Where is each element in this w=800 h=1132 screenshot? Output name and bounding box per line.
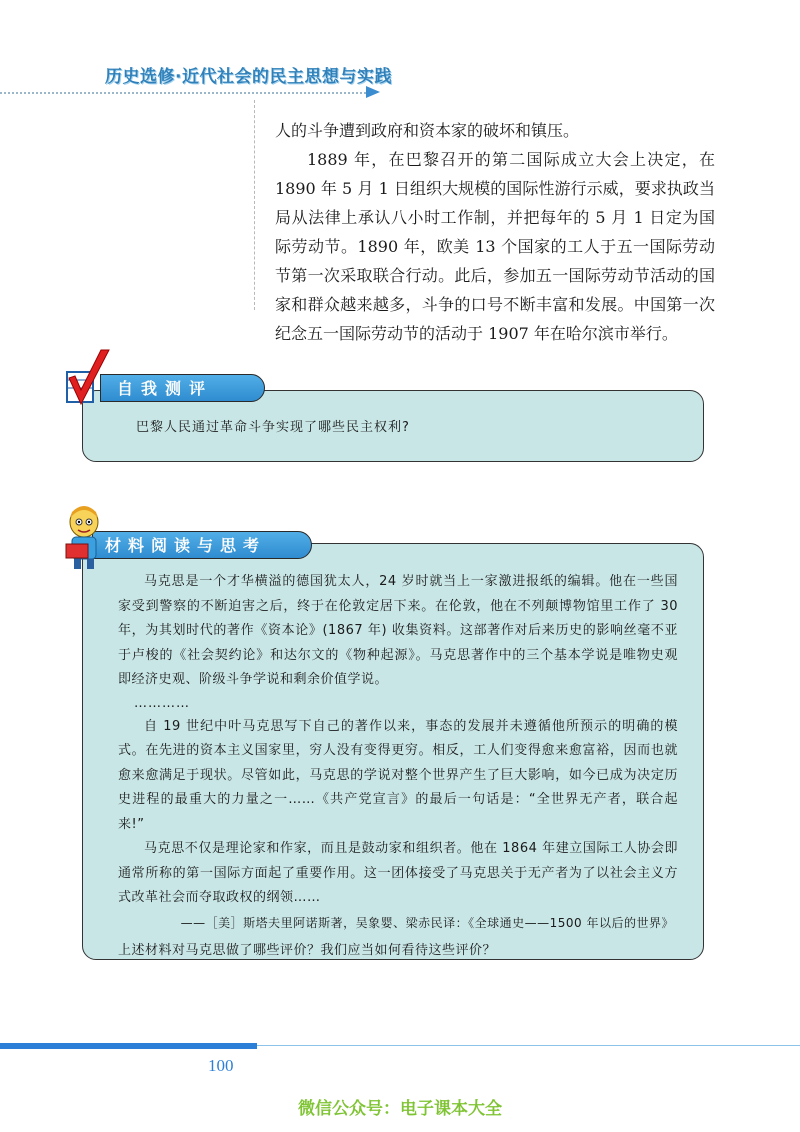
reading-ellipsis: …………: [134, 695, 190, 711]
reading-title: 材料阅读与思考: [92, 531, 312, 559]
self-eval-title: 自我测评: [100, 374, 265, 402]
watermark-text: 微信公众号：电子课本大全: [298, 1099, 502, 1119]
checkmark-icon: [63, 346, 113, 412]
main-text: [275, 116, 715, 348]
reading-paragraph: 马克思是一个才华横溢的德国犹太人，24 岁时就当上一家激进报纸的编辑。他在一些国家受到警察的不断迫害之后，终于在伦敦定居下来。在伦敦，他在不列颠博物馆里工作了 30 年，为其划时代的著作《资本论》(1867 年) 收集资料。这部著作对后来历史的影响丝毫不亚于卢梭的《社会契约论》和达尔文的《物种起源》。马克思著作中的三个基本学说是唯物史观即经济史观、阶级斗争学说和剩余价值学说。: [118, 574, 678, 687]
reading-question: 上述材料对马克思做了哪些评价？我们应当如何看待这些评价？: [118, 943, 497, 958]
footer-bar: [0, 1043, 257, 1049]
page-number: 100: [208, 1056, 234, 1075]
reading-paragraph: 马克思不仅是理论家和作家，而且是鼓动家和组织者。他在 1864 年建立国际工人协会即通常所称的第一国际方面起了重要作用。这一团体接受了马克思关于无产者为了以社会主义方式改革社会而夺取政权的纲领……: [118, 841, 678, 905]
main-paragraph: 1889 年，在巴黎召开的第二国际成立大会上决定，在 1890 年 5 月 1 日组织大规模的国际性游行示威，要求执政当局从法律上承认八小时工作制，并把每年的 5 月 1 日定为国际劳动节。1890 年，欧美 13 个国家的工人于五一国际劳动节第一次采取联合行动。此后，参加五一国际劳动节活动的国家和群众越来越多，斗争的口号不断丰富和发展。中国第一次纪念五一国际劳动节的活动于 1907 年在哈尔滨市举行。: [275, 150, 715, 343]
reading-paragraph: 自 19 世纪中叶马克思写下自己的著作以来，事态的发展并未遵循他所预示的明确的模式。在先进的资本主义国家里，穷人没有变得更穷。相反，工人们变得愈来愈富裕，因而也就愈来愈满足于现状。尽管如此，马克思的学说对整个世界产生了巨大影响，如今已成为决定历史进程的最重大的力量之一……《共产党宣言》的最后一句话是：“全世界无产者，联合起来!”: [118, 718, 678, 832]
self-eval-question: 巴黎人民通过革命斗争实现了哪些民主权利?: [136, 420, 410, 435]
margin-divider: [254, 100, 255, 310]
reading-source: ——［美］斯塔夫里阿诺斯著，吴象婴、梁赤民译：《全球通史——1500 年以后的世界》: [180, 915, 674, 930]
header-title: 历史选修·近代社会的民主思想与实践: [105, 67, 392, 87]
header-arrow-icon: [366, 86, 380, 98]
student-icon: [62, 504, 106, 570]
reading-text: [118, 570, 678, 964]
footer-rule: [257, 1045, 800, 1046]
main-paragraph: 人的斗争遭到政府和资本家的破坏和镇压。: [275, 121, 580, 140]
header-dotted-rule: [0, 92, 370, 94]
